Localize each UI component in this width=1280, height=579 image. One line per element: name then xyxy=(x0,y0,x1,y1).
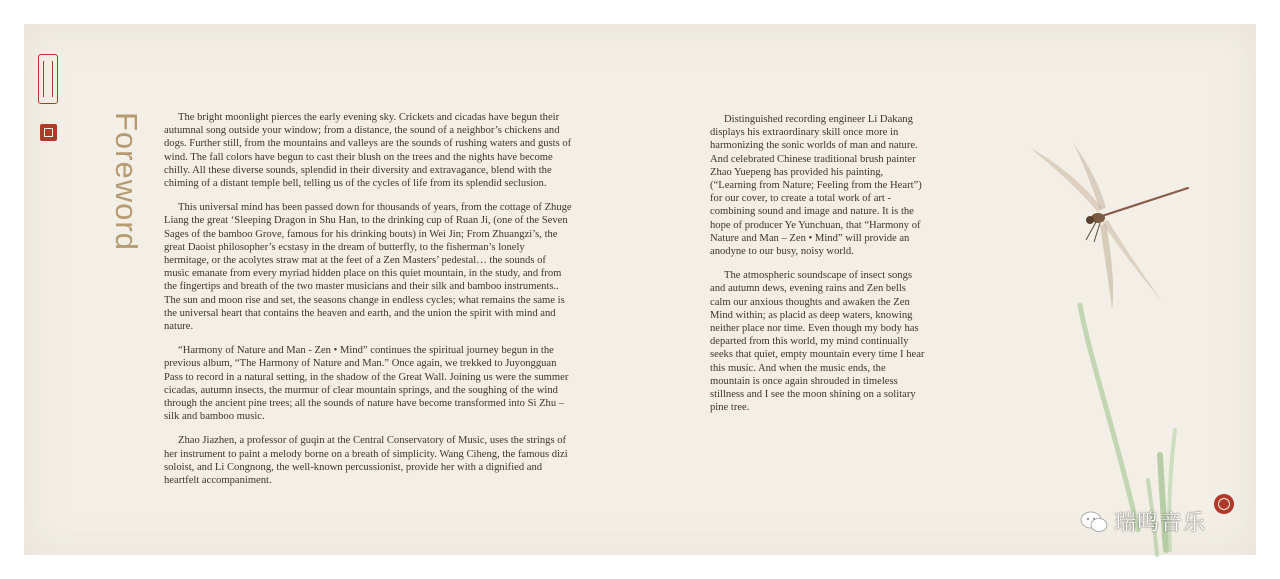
paragraph: The atmospheric soundscape of insect songs and autumn dews, evening rains and Zen bells calm our anxious thoughts and awaken the Zen Mind within; as placid as deep waters, knowing neither place nor time. Even though my body has departed from this world, my mind continually seeks that quiet, empty mountain every time I hear this music. And when the music ends, the mountain is once again shrouded in timeless stillness and I see the moon shining on a solitary pine tree. xyxy=(710,270,925,414)
grass-blade xyxy=(1080,305,1138,530)
dragonfly-body xyxy=(1102,188,1188,216)
right-text-column xyxy=(710,113,928,425)
dragonfly-head xyxy=(1086,216,1094,224)
seal-stamp-tall xyxy=(38,54,58,104)
left-text-column xyxy=(164,111,572,498)
dragonfly-leg xyxy=(1094,223,1100,242)
paragraph: Zhao Jiazhen, a professor of guqin at the Central Conservatory of Music, uses the strings of her instrument to paint a melody borne on a breath of simplicity. Wang Ciheng, the famous dizi soloist, and Li Congnong, the well-known percussionist, provide her with a dignified and heartfelt accompaniment. xyxy=(164,435,568,487)
wechat-icon xyxy=(1080,511,1108,533)
paragraph: The bright moonlight pierces the early evening sky. Crickets and cicadas have begun their autumnal song outside your window; from a distance, the sound of a neighbor’s chickens and dogs. Further still, from the mountains and valleys are the sounds of rushing waters and gusts of wind. The fall colors have begun to cast their blush on the trees and the nights have become chilly. All these diverse sounds, splendid in their diversity and extravagance, blend with the chiming of a distant temple bell, telling us of the cycles of life from its splendid seclusion. xyxy=(164,112,572,190)
page-title-text: Foreword xyxy=(109,112,144,251)
seal-stamp-small xyxy=(40,124,57,141)
paragraph: Distinguished recording engineer Li Dakang displays his extraordinary skill once more in harmonizing the sonic worlds of man and nature. And celebrated Chinese traditional brush painter Zhao Yuepeng has provided his painting, (“Learning from Nature; Feeling from the Heart”) for our cover, to create a total work of art - combining sound and image and nature. It is the hope of producer Ye Yunchuan, that “Harmony of Nature and Man – Zen • Mind” will provide an anodyne to our busy, noisy world. xyxy=(710,114,922,258)
seal-stamp-round xyxy=(1214,494,1234,514)
paragraph: “Harmony of Nature and Man - Zen • Mind” continues the spiritual journey begun in the previous album, “The Harmony of Nature and Man.” Once again, we trekked to Juyongguan Pass to record in a natural setting, in the shadow of the Great Wall. Joining us were the summer cicadas, autumn insects, the murmur of clear mountain springs, and the soughing of the wind through the ancient pine trees; all the sounds of nature have become transformed into Si Zhu – silk and bamboo music. xyxy=(164,345,569,423)
watermark-text: 瑞鸣音乐 xyxy=(1114,511,1207,536)
watermark xyxy=(1080,506,1206,537)
page-title xyxy=(104,112,144,262)
dragonfly-wing xyxy=(1100,224,1113,310)
paragraph: This universal mind has been passed down for thousands of years, from the cottage of Zhuge Liang the great ‘Sleeping Dragon in Shu Han, to the drinking cup of Ruan Ji, (one of the Seven Sages of the bamboo Grove, famous for his drinking bouts) in Wei Jin; From Zhuangzi’s, the great Daoist philosopher’s ecstasy in the dream of butterfly, to the fisherman’s lonely hermitage, or the acolytes straw mat at the feet of a Zen Masters’ pedestal… the sounds of music emanate from every myriad hidden place on this quiet mountain, in the study, and from the fingertips and breath of the two master musicians and their silk and bamboo instruments.. The sun and moon rise and set, the seasons change in endless cycles; what remains the same is the universal heart that contains the heaven and earth, and the union the spirit with mind and nature. xyxy=(164,202,572,333)
dragonfly-painting xyxy=(1020,130,1230,560)
dragonfly-leg xyxy=(1086,222,1096,240)
